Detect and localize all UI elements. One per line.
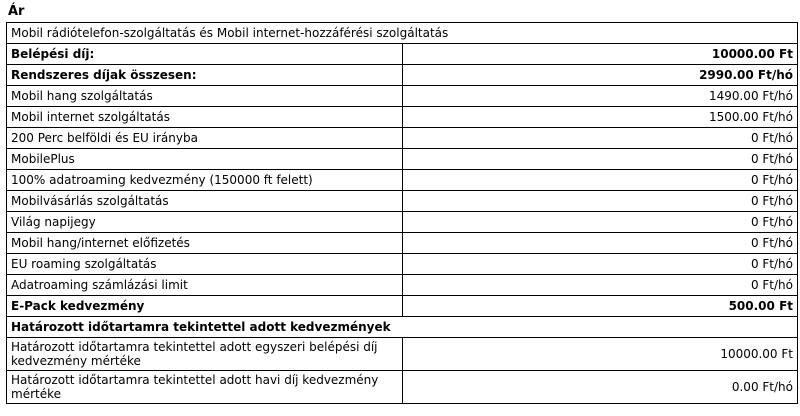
table-row xyxy=(7,191,798,212)
row-value: 10000.00 Ft xyxy=(402,44,798,65)
table-row xyxy=(7,149,798,170)
row-label: MobilePlus xyxy=(7,149,403,170)
row-value: 0.00 Ft/hó xyxy=(402,371,798,404)
row-value: 0 Ft/hó xyxy=(402,233,798,254)
row-label: Adatroaming számlázási limit xyxy=(7,275,403,296)
row-label: 200 Perc belföldi és EU irányba xyxy=(7,128,403,149)
row-label: Mobil hang/internet előfizetés xyxy=(7,233,403,254)
row-value: 0 Ft/hó xyxy=(402,212,798,233)
row-label: E-Pack kedvezmény xyxy=(7,296,403,317)
table-row xyxy=(7,233,798,254)
table-row xyxy=(7,212,798,233)
section-title: Határozott időtartamra tekintettel adott kedvezmények xyxy=(7,317,798,338)
row-label: 100% adatroaming kedvezmény (150000 ft felett) xyxy=(7,170,403,191)
row-value: 2990.00 Ft/hó xyxy=(402,65,798,86)
row-label: Világ napijegy xyxy=(7,212,403,233)
row-value: 0 Ft/hó xyxy=(402,170,798,191)
row-label: EU roaming szolgáltatás xyxy=(7,254,403,275)
table-row xyxy=(7,338,798,371)
row-label: Mobil hang szolgáltatás xyxy=(7,86,403,107)
table-subtitle: Mobil rádiótelefon-szolgáltatás és Mobil internet-hozzáférési szolgáltatás xyxy=(7,23,798,44)
table-row xyxy=(7,275,798,296)
row-label: Mobil internet szolgáltatás xyxy=(7,107,403,128)
row-value: 0 Ft/hó xyxy=(402,275,798,296)
row-value: 1500.00 Ft/hó xyxy=(402,107,798,128)
section-header-row xyxy=(7,317,798,338)
table-row xyxy=(7,65,798,86)
price-table xyxy=(6,22,798,404)
table-subtitle-row xyxy=(7,23,798,44)
table-row xyxy=(7,170,798,191)
table-row xyxy=(7,128,798,149)
table-row xyxy=(7,296,798,317)
row-label: Belépési díj: xyxy=(7,44,403,65)
row-value: 500.00 Ft xyxy=(402,296,798,317)
row-label: Határozott időtartamra tekintettel adott egyszeri belépési díj kedvezmény mértéke xyxy=(7,338,403,371)
row-value: 0 Ft/hó xyxy=(402,254,798,275)
row-value: 1490.00 Ft/hó xyxy=(402,86,798,107)
table-row xyxy=(7,254,798,275)
table-row xyxy=(7,44,798,65)
row-value: 0 Ft/hó xyxy=(402,128,798,149)
table-row xyxy=(7,107,798,128)
row-value: 0 Ft/hó xyxy=(402,191,798,212)
page-title: Ár xyxy=(8,4,25,19)
row-value: 10000.00 Ft xyxy=(402,338,798,371)
table-row xyxy=(7,371,798,404)
table-row xyxy=(7,86,798,107)
row-label: Rendszeres díjak összesen: xyxy=(7,65,403,86)
row-label: Határozott időtartamra tekintettel adott havi díj kedvezmény mértéke xyxy=(7,371,403,404)
row-label: Mobilvásárlás szolgáltatás xyxy=(7,191,403,212)
row-value: 0 Ft/hó xyxy=(402,149,798,170)
